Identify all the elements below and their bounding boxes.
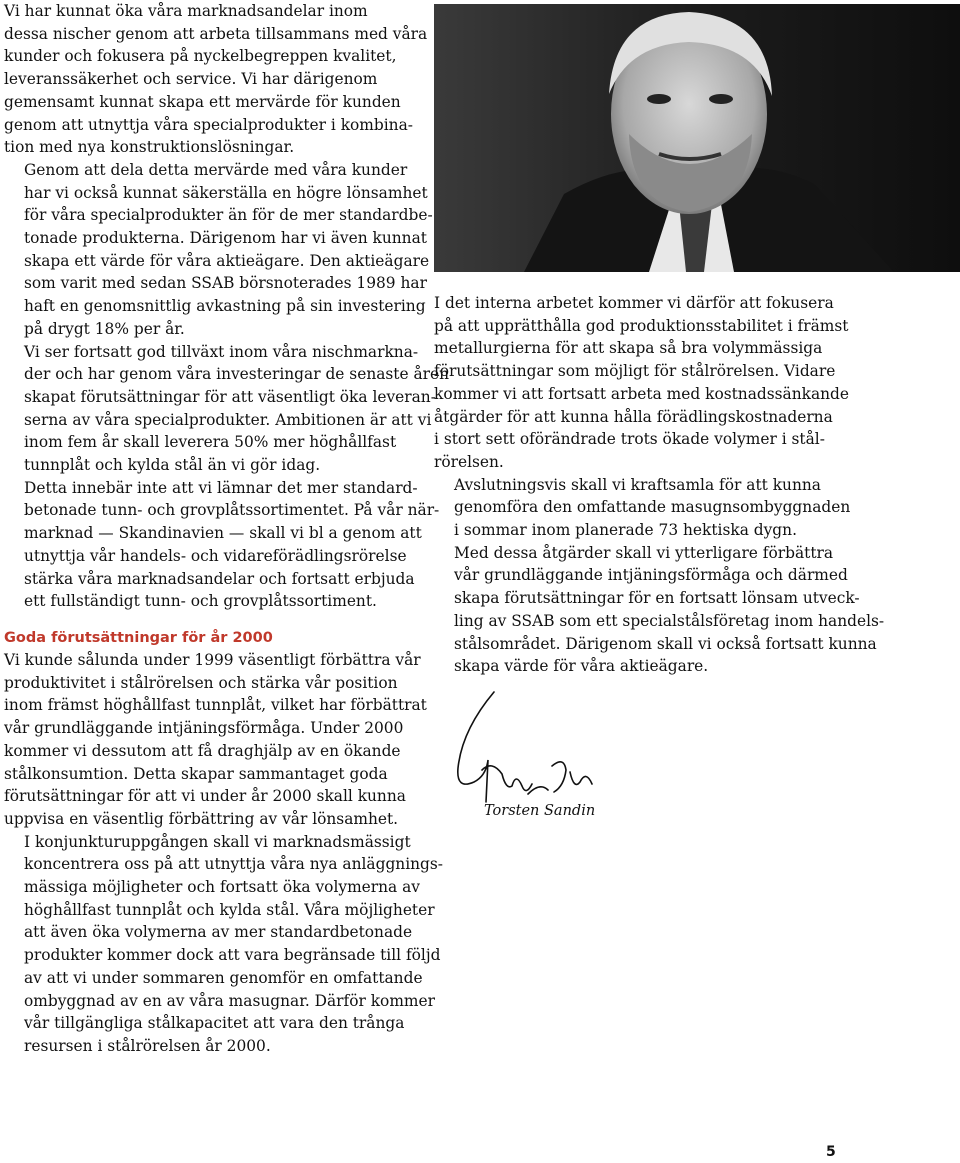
text-line: gemensamt kunnat skapa ett mervärde för kunden [4, 92, 401, 111]
text-line: höghållfast tunnplåt och kylda stål. Våra möjligheter [24, 900, 435, 919]
text-line: inom fem år skall leverera 50% mer höghållfast [24, 433, 397, 452]
paragraph [4, 159, 433, 341]
text-line: tion med nya konstruktionslösningar. [4, 138, 295, 157]
paragraph [4, 341, 450, 477]
text-line: marknad — Skandinavien — skall vi bl a genom att [24, 524, 422, 543]
portrait-illustration [434, 4, 960, 272]
text-line: metallurgierna för att skapa så bra volymmässiga [434, 339, 823, 358]
paragraph [4, 831, 444, 1058]
text-line: i sommar inom planerade 73 hektiska dygn. [454, 521, 797, 540]
text-line: vår tillgängliga stålkapacitet att vara den trånga [24, 1014, 405, 1033]
text-line: genomföra den omfattande masugnsombyggnaden [454, 498, 851, 517]
left-column [4, 0, 450, 1058]
text-line: stålkonsumtion. Detta skapar sammantaget goda [4, 764, 388, 783]
text-line: dessa nischer genom att arbeta tillsammans med våra [4, 24, 428, 43]
text-line: kommer vi dessutom att få draghjälp av en ökande [4, 741, 401, 760]
text-line: förutsättningar som möjligt för stålrörelsen. Vidare [434, 362, 836, 381]
text-line: åtgärder för att kunna hålla förädlingskostnaderna [434, 407, 833, 426]
paragraph [434, 292, 849, 474]
text-line: att även öka volymerna av mer standardbetonade [24, 923, 413, 942]
text-line: stärka våra marknadsandelar och fortsatt erbjuda [24, 569, 415, 588]
text-line: serna av våra specialprodukter. Ambitionen är att vi [24, 410, 432, 429]
text-line: vår grundläggande intjäningsförmåga och därmed [454, 566, 848, 585]
paragraph [4, 0, 428, 159]
text-line: av att vi under sommaren genomför en omfattande [24, 968, 423, 987]
text-line: I det interna arbetet kommer vi därför att fokusera [434, 294, 834, 312]
paragraph [4, 477, 440, 613]
text-line: uppvisa en väsentlig förbättring av vår lönsamhet. [4, 809, 399, 828]
text-line: ombyggnad av en av våra masugnar. Därför kommer [24, 991, 435, 1010]
section-heading: Goda förutsättningar för år 2000 [4, 629, 273, 646]
page-number: 5 [826, 1144, 836, 1160]
text-line: mässiga möjligheter och fortsatt öka volymerna av [24, 878, 420, 897]
text-line: kommer vi att fortsatt arbeta med kostnadssänkande [434, 384, 849, 403]
paragraph [434, 474, 851, 542]
right-column [434, 292, 885, 678]
text-line: Genom att dela detta mervärde med våra kunder [24, 160, 408, 179]
text-line: vår grundläggande intjäningsförmåga. Under 2000 [4, 719, 404, 738]
text-line: Avslutningsvis skall vi kraftsamla för att kunna [454, 475, 821, 494]
text-line: tunnplåt och kylda stål än vi gör idag. [24, 456, 321, 475]
text-line: skapa värde för våra aktieägare. [454, 657, 709, 676]
text-line: Med dessa åtgärder skall vi ytterligare förbättra [454, 543, 834, 562]
text-line: kunder och fokusera på nyckelbegreppen kvalitet, [4, 47, 397, 66]
paragraph [434, 542, 885, 678]
text-line: skapa ett värde för våra aktieägare. Den aktieägare [24, 251, 430, 270]
text-line: leveranssäkerhet och service. Vi har därigenom [4, 70, 378, 89]
text-line: skapat förutsättningar för att väsentligt öka leveran- [24, 387, 436, 406]
text-line: stålsområdet. Därigenom skall vi också fortsatt kunna [454, 634, 877, 653]
text-line: har vi också kunnat säkerställa en högre lönsamhet [24, 183, 428, 202]
text-line: utnyttja vår handels- och vidareförädlingsrörelse [24, 546, 407, 565]
text-line: för våra specialprodukter än för de mer standardbe- [24, 206, 433, 225]
text-line: betonade tunn- och grovplåtssortimentet. På vår när- [24, 501, 440, 520]
text-line: der och har genom våra investeringar de senaste åren [24, 365, 450, 384]
text-line: koncentrera oss på att utnyttja våra nya anläggnings- [24, 855, 444, 874]
text-line: inom främst höghållfast tunnplåt, vilket har förbättrat [4, 696, 427, 715]
text-line: som varit med sedan SSAB börsnoterades 1989 har [24, 274, 427, 293]
signer-name: Torsten Sandin [484, 803, 596, 819]
text-line: ett fullständigt tunn- och grovplåtssortiment. [24, 592, 377, 611]
text-line: förutsättningar för att vi under år 2000 skall kunna [4, 787, 406, 806]
text-line: produkter kommer dock att vara begränsade till följd [24, 946, 441, 965]
portrait-photo [434, 4, 960, 272]
text-line: rörelsen. [434, 452, 504, 471]
text-line: ling av SSAB som ett specialstålsföretag inom handels- [454, 611, 885, 630]
text-line: resursen i stålrörelsen år 2000. [24, 1036, 271, 1055]
text-line: skapa förutsättningar för en fortsatt lönsam utveck- [454, 589, 860, 608]
text-line: tonade produkterna. Därigenom har vi även kunnat [24, 229, 427, 248]
text-line: på drygt 18% per år. [24, 319, 185, 338]
text-line: Vi har kunnat öka våra marknadsandelar inom [4, 2, 368, 20]
text-line: Vi ser fortsatt god tillväxt inom våra nischmarkna- [24, 342, 419, 361]
text-line: I konjunkturuppgången skall vi marknadsmässigt [24, 832, 411, 851]
text-line: produktivitet i stålrörelsen och stärka vår position [4, 673, 398, 692]
text-line: Detta innebär inte att vi lämnar det mer standard- [24, 478, 418, 497]
text-line: genom att utnyttja våra specialprodukter i kombina- [4, 115, 413, 134]
text-line: Vi kunde sålunda under 1999 väsentligt förbättra vår [4, 650, 421, 669]
paragraph [4, 649, 427, 831]
text-line: haft en genomsnittlig avkastning på sin investering [24, 297, 426, 316]
text-line: på att upprätthålla god produktionsstabilitet i främst [434, 316, 849, 335]
text-line: i stort sett oförändrade trots ökade volymer i stål- [434, 430, 825, 449]
